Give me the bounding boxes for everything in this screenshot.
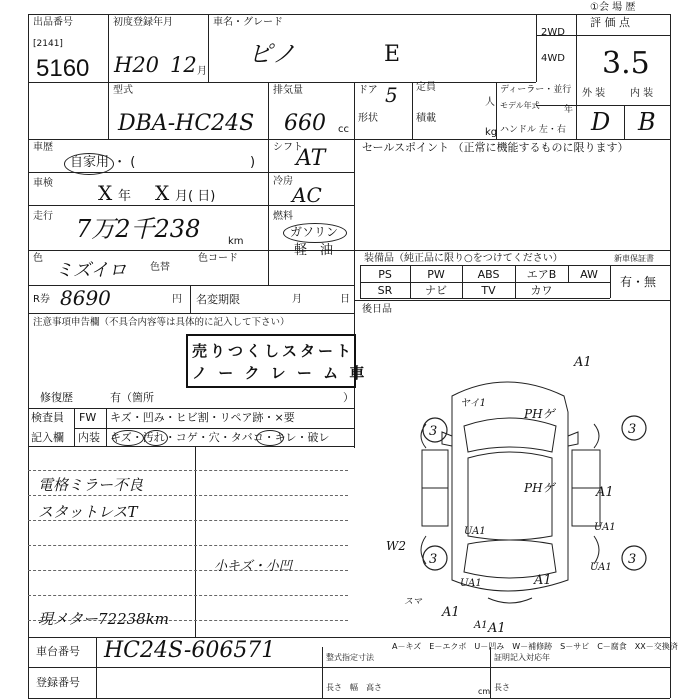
damage-mark: PHゲ [524,407,555,421]
grade: E [384,42,401,67]
note-handwritten: 電格ミラー不良 [38,476,144,494]
fw-items: キズ・凹み・ヒビ割・リペア跡・×要 [110,411,295,424]
cm-unit: cm [478,687,491,696]
doors-label: ドア [358,85,378,96]
doors-value: 5 [385,83,398,107]
inspection-label: 車検 [33,178,53,189]
equipment-title: 装備品（純正品に限り○をつけてください） [364,253,563,264]
mark-circle [112,430,144,446]
damage-mark: A1 [596,485,614,500]
name-change-month: 月 [292,294,302,305]
damage-mark: UA1 [590,562,612,573]
repair-label: 修復歴 [40,391,73,404]
damage-mark: W2 [386,539,406,553]
equip-item: SR [377,284,393,297]
entry-label: 記入欄 [31,431,64,444]
repair-close: ） [343,391,354,404]
color-value: ミズイロ [55,260,127,281]
score-note: ①会 場 歴 [590,2,636,13]
inspection-year: X [98,181,113,205]
first-reg-label: 初度登録年月 [113,17,173,28]
recycle-unit: 円 [172,294,182,305]
chassis-label: 車台番号 [36,645,80,658]
windshield [464,418,556,452]
first-reg-month: 12 [170,53,197,77]
fuel-gasoline: ガソリン [290,225,339,239]
type-label: 型式 [113,85,133,96]
color-label: 色 [33,253,43,264]
fuel-label: 燃料 [273,211,293,222]
new-warranty-label: 新車保証書 [614,254,654,263]
repair-value: 有（箇所 [110,391,154,404]
damage-legend: A－キズ E－エクボ U－凹み W－補修跡 S－サビ C－腐食 XX－交換済 [392,642,678,651]
displacement-unit: cc [338,124,349,135]
new-warranty-value: 有・無 [620,275,657,289]
inspection-year-unit: 年 [118,189,132,204]
dealer-label: ディーラー・並行 [500,85,572,95]
damage-mark: A1 [534,573,552,588]
model-year-label: モデル年式 [500,101,540,110]
mileage-label: 走行 [33,211,53,222]
interior-grade: B [638,108,656,136]
damage-mark: A1 [442,605,460,620]
load-label: 積載 [416,113,436,124]
damage-mark: UA1 [460,578,482,589]
interior-label: 内 装 [630,88,654,99]
score-label: 評 価 点 [590,16,630,29]
color-change-label: 色替 [150,262,170,273]
mark-circle [256,430,284,446]
equip-item: ナビ [425,284,447,297]
inspector-label: 検査員 [31,411,64,424]
equip-item: TV [481,284,496,297]
color-code-label: 色コード [198,253,238,264]
equip-item: エアB [526,268,557,281]
recycle-value: 8690 [60,286,111,310]
displacement-value: 660 [284,111,326,136]
load-unit: kg [485,127,498,138]
interior-items: キズ・汚れ・コゲ・穴・タバコ・キレ・破レ [110,431,330,444]
note-handwritten: 小キズ・小凹 [214,559,292,574]
drive-4wd: 4WD [541,53,565,64]
inspection-rest: 月( 日) [175,189,216,204]
displacement-label: 排気量 [273,85,303,96]
circle-mark: 3 [429,424,438,439]
damage-mark: スマ [404,597,422,607]
circle-mark: 3 [628,422,637,437]
damage-mark: PHゲ [524,481,555,495]
first-reg-month-unit: 月 [197,66,207,77]
damage-mark: A1 [474,620,488,631]
interior-row-label: 内装 [78,431,100,444]
model-label: 車名・グレード [213,17,283,28]
shape-label: 形状 [358,113,378,124]
shift-value: AT [296,146,326,171]
reg-cert-sub: 長さ [494,683,510,692]
lot-sub: [2141] [33,39,63,49]
caution-label: 注意事項申告欄（不具合内容等は具体的に記入して下さい） [33,317,290,328]
fw-label: FW [79,411,97,424]
equip-item: カワ [530,284,553,297]
recycle-label: R券 [33,294,50,305]
name-change-label: 名変期限 [196,293,240,306]
equip-item: AW [580,268,598,281]
model-year-unit: 年 [564,105,574,115]
type-value: DBA-HC24S [118,111,255,136]
lot-label: 出品番号 [33,17,73,28]
damage-mark: A1 [574,355,592,370]
inspection-month: X [155,181,170,205]
chassis-value: HC24S-606571 [104,638,276,663]
cert-dim-sub: 長さ 幅 高さ [326,683,382,692]
usage-value: 自家用 ・ ( [70,155,136,170]
circle-mark: 3 [628,552,637,567]
drive-2wd: 2WD [541,27,565,38]
note-handwritten: スタットレスT [38,503,138,521]
mileage-unit: km [228,236,244,247]
equip-item: ABS [477,268,500,281]
cert-dim-label: 整式指定寸法 [326,653,374,662]
after-label: 後日品 [362,304,392,315]
damage-mark: UA1 [464,526,486,537]
damage-mark: ヤイ1 [460,398,486,409]
usage-close: ) [250,155,256,170]
equip-item: PS [378,268,392,281]
model-name: ピノ [248,40,296,68]
mileage-value: 7万2千238 [76,215,201,243]
circle-mark: 3 [429,552,438,567]
damage-mark: A1 [488,621,506,636]
name-change-day: 日 [340,294,350,305]
stamp-line-1: 売りつくしスタート [192,342,355,360]
exterior-label: 外 装 [582,88,606,99]
shift-label: シフト [273,142,303,153]
reg-label: 登録番号 [36,676,80,689]
usage-label: 車歴 [33,142,53,153]
capacity-label: 定員 [416,82,436,93]
sales-point-title: セールスポイント （正常に機能するものに限ります） [362,141,629,154]
capacity-unit: 人 [485,97,495,108]
note-handwritten: 現メター72238km [38,610,170,628]
first-reg-value: H20 [114,53,160,77]
score-value: 3.5 [602,46,650,81]
stamp-line-2: ノ ー ク レ ー ム 車 [192,364,368,382]
reg-cert-label: 証明記入対応年 [494,653,550,662]
damage-mark: UA1 [594,522,616,533]
ac-value: AC [292,183,322,207]
exterior-grade: D [591,108,611,136]
lot-number: 5160 [36,55,90,82]
fuel-diesel: 軽 油 [294,243,334,258]
mark-circle [144,430,168,446]
car-damage-diagram [356,340,668,636]
handle-label: ハンドル 左・右 [500,125,566,135]
ac-label: 冷房 [273,176,293,187]
equip-item: PW [427,268,445,281]
